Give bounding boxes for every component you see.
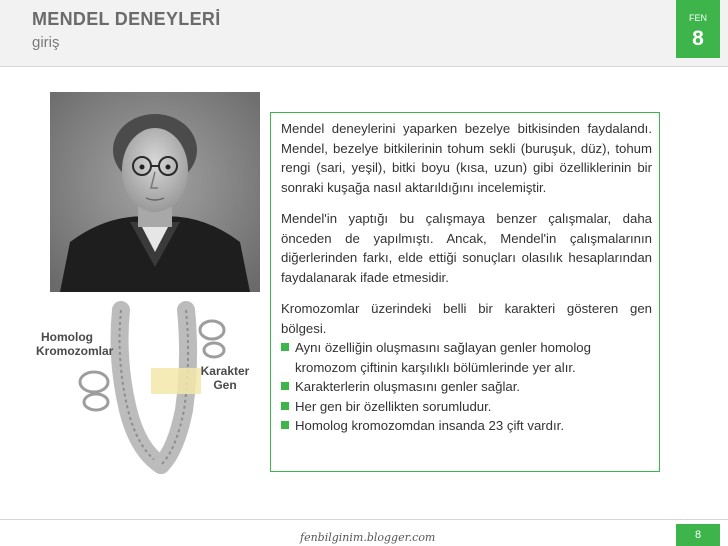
- portrait-image: [50, 92, 260, 292]
- square-bullet-icon: [281, 382, 289, 390]
- mendel-portrait-photo: [50, 92, 260, 292]
- list-item: [281, 416, 652, 436]
- subject-badge: [676, 0, 720, 58]
- bullet-text: Aynı özelliğin oluşmasını sağlayan genler homolog kromozom çiftinin karşılıklı bölümlerinde yer alır.: [295, 340, 591, 375]
- bullet-text: Homolog kromozomdan insanda 23 çift vardır.: [295, 418, 565, 433]
- paragraph-mendel-difference: Mendel'in yaptığı bu çalışmaya benzer çalışmalar, daha önceden de yapılmıştı. Ancak, Mendel'in çalışmalarının diğerlerinden farkı, elde ettiği sonuçları olasılık hesaplarından faydalanarak ifade etmesidir.: [281, 211, 652, 285]
- content-box: [270, 112, 660, 472]
- bullet-text: Her gen bir özellikten sorumludur.: [295, 398, 492, 414]
- grade-number: 8: [692, 27, 704, 50]
- bullet-text: Karakterlerin oluşmasını genler sağlar.: [295, 379, 521, 394]
- paragraph-gene-definition: Kromozomlar üzerindeki belli bir karakteri gösteren gen bölgesi.: [281, 301, 652, 336]
- chromosome-drawing: [36, 300, 276, 490]
- square-bullet-icon: [281, 421, 289, 429]
- bullet-list: [281, 338, 652, 436]
- square-bullet-icon: [281, 402, 289, 410]
- paragraph-mendel-experiments: Mendel deneylerini yaparken bezelye bitkisinden faydalandı. Mendel, bezelye bitkilerinin tohum sekli (buruşuk, düz), tohum rengi (sari, yeşil), bitki boyu (kısa, uzun) gibi özelliklerinin bir sonraki kuşağa nasıl aktarıldığını incelemiştir.: [281, 121, 652, 195]
- list-item: [281, 377, 652, 397]
- page-title: MENDEL DENEYLERİ: [32, 9, 221, 29]
- page-subtitle: giriş: [32, 34, 60, 51]
- karakter-gen-label: Karakter Gen: [200, 364, 250, 392]
- square-bullet-icon: [281, 343, 289, 351]
- homolog-chromosome-figure: [36, 300, 276, 490]
- page-number: 8: [676, 524, 720, 546]
- header-bar: [0, 0, 728, 67]
- gene-region-highlight: [151, 368, 201, 394]
- homolog-label: Homolog Kromozomlar: [36, 330, 114, 358]
- footer-url: fenbilginim.blogger.com: [300, 531, 436, 544]
- list-item: [281, 397, 652, 417]
- subject-label: FEN: [689, 13, 707, 23]
- footer-divider: [0, 519, 728, 520]
- list-item: [281, 338, 652, 377]
